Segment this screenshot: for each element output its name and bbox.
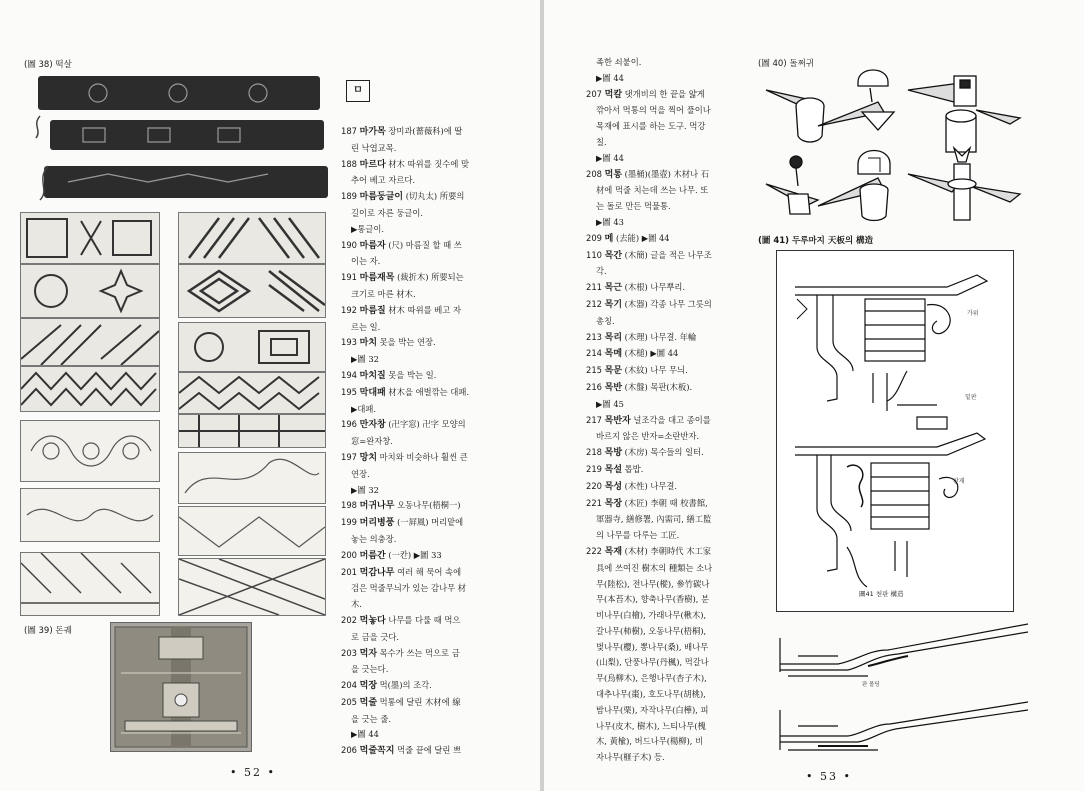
entry-headword: 머리병풍 — [359, 518, 395, 529]
entry-number: 214 — [586, 348, 602, 359]
glossary-entry — [586, 346, 748, 363]
entry-headword: 목메 — [604, 349, 623, 360]
glossary-entry — [341, 695, 499, 743]
glossary-entry — [586, 462, 748, 479]
entry-text: 을 긋는 줄. — [351, 713, 391, 724]
glossary-entry — [586, 330, 748, 347]
entry-number: 191 — [341, 272, 357, 283]
entry-text: 나무를 다룰 때 먹으 — [388, 614, 461, 625]
entry-text: 오동나무(梧桐一) — [397, 500, 461, 511]
pattern-panel — [20, 488, 160, 542]
entry-number: 218 — [586, 447, 602, 458]
entry-number: 197 — [341, 451, 357, 462]
entry-text: 이는 자. — [351, 256, 381, 267]
entry-headword: 메 — [604, 233, 614, 244]
entry-text: 깎아서 먹통의 먹을 찍어 풀이나 — [596, 105, 711, 116]
entry-text: (木房) 목수들의 일터. — [624, 447, 704, 458]
page-number-left: • 52 • — [230, 766, 276, 779]
entry-text: (裁折木) 所要되는 — [397, 272, 464, 283]
entry-headword: 마르다 — [359, 159, 386, 170]
entry-number: 217 — [586, 414, 602, 425]
pattern-panel — [20, 552, 160, 616]
entry-text: 크기로 마른 材木. — [351, 288, 416, 299]
entry-headword: 목문 — [604, 366, 623, 377]
entry-headword: 목반자 — [604, 415, 631, 426]
entry-headword: 목장 — [604, 498, 623, 509]
entry-text: 여러 해 묵어 속에 — [397, 566, 462, 577]
pattern-panel — [178, 372, 326, 414]
glossary-entry — [341, 368, 499, 385]
entry-headword: 마름재목 — [359, 273, 395, 284]
entry-headword: 먹장 — [359, 681, 378, 692]
entry-text: 의 나무를 다루는 工匠. — [596, 530, 680, 541]
entry-number: 196 — [341, 419, 357, 430]
entry-text: 벚나무(櫻), 뽕나무(桑), 배나무 — [596, 641, 709, 652]
entry-text: 못을 박는 일. — [388, 369, 437, 380]
svg-text:밑판: 밑판 — [965, 394, 977, 401]
entry-text: 린 낙엽교목. — [351, 142, 397, 153]
pattern-panel — [178, 264, 326, 318]
entry-text: 材에 먹줄 치는데 쓰는 나무. 또 — [596, 185, 709, 196]
fig41-label: 圖41 천판 構造 — [859, 590, 904, 598]
entry-text: 木, 黃楡), 버드나무(楊柳), 비 — [596, 736, 704, 747]
pattern-panel — [178, 322, 326, 372]
entry-number: 213 — [586, 331, 602, 342]
entry-number: 200 — [341, 549, 357, 560]
pattern-panel — [178, 414, 326, 448]
glossary-entry — [341, 548, 499, 565]
glossary-entry — [586, 445, 748, 462]
fig41-caption: (圖 41) 두루마지 天板의 構造 — [758, 236, 873, 246]
moulding-drawing-1 — [778, 620, 1028, 690]
entry-number: 208 — [586, 168, 602, 179]
entry-number: 206 — [341, 745, 357, 756]
entry-text: ▶圖 45 — [596, 398, 624, 409]
entry-text: ▶圖 32 — [351, 354, 379, 365]
entry-number: 204 — [341, 680, 357, 691]
glossary-entry — [586, 231, 748, 248]
entry-number: 216 — [586, 381, 602, 392]
entry-text: (木紋) 나무 무늬. — [624, 365, 688, 376]
entry-headword: 먹칼 — [604, 89, 623, 100]
pattern-panel — [20, 264, 160, 318]
entry-headword: 머름간 — [359, 550, 386, 561]
entry-text: (切丸太) 所要의 — [405, 191, 465, 202]
entry-headword: 먹줄 — [359, 697, 378, 708]
entry-text: (木器) 각종 나무 그릇의 — [624, 298, 712, 309]
entry-headword: 마름둥글이 — [359, 192, 404, 203]
entry-text: 대추나무(棗), 호도나무(胡桃), — [596, 689, 706, 700]
fig39-caption: (圖 39) 돈궤 — [24, 626, 72, 636]
entry-text: (木槌) ▶圖 44 — [624, 348, 679, 359]
page-number-right: • 53 • — [806, 770, 852, 783]
moulding-drawing-2 — [778, 700, 1028, 770]
entry-number: 190 — [341, 239, 357, 250]
entry-text: 톱밥. — [624, 463, 644, 474]
entry-text: 각. — [596, 266, 607, 277]
entry-number: 220 — [586, 480, 602, 491]
left-page — [0, 0, 540, 791]
entry-headword: 목재 — [604, 546, 623, 557]
glossary-entry — [341, 565, 499, 613]
entry-text: (木匠) 李朝 때 校書館, — [624, 497, 708, 508]
entry-text: 비나무(白檜), 가래나무(楸木), — [596, 610, 707, 621]
glossary-entry — [586, 413, 748, 446]
entry-text: 못을 박는 연장. — [379, 337, 436, 348]
entry-number: 207 — [586, 88, 602, 99]
entry-headword: 막대패 — [359, 387, 386, 398]
pattern-panel — [20, 366, 160, 412]
glossary-entry — [586, 363, 748, 380]
glossary-entry — [341, 498, 499, 515]
entry-headword: 먹감나무 — [359, 567, 395, 578]
entry-continuation: ▶圖 44 — [596, 72, 624, 83]
entry-headword: 만자창 — [359, 420, 386, 431]
entry-text: ▶圖 44 — [351, 729, 379, 740]
entry-text: 무(本苔木), 향축나무(香樹), 분 — [596, 594, 710, 605]
entry-text: 무(烏柳木), 은행나무(杏子木), — [596, 673, 707, 684]
entry-text: 자나무(榧子木) 등. — [596, 752, 665, 763]
entry-number: 205 — [341, 696, 357, 707]
entry-text: 木. — [351, 599, 362, 610]
glossary-entry — [341, 303, 499, 336]
entry-number: 199 — [341, 517, 357, 528]
entry-number: 188 — [341, 158, 357, 169]
entry-headword: 목설 — [604, 464, 623, 475]
glossary-entry — [341, 157, 499, 190]
entry-text: 나무(皮木, 樹木), 느티나무(槐 — [596, 720, 706, 731]
entry-number: 187 — [341, 126, 357, 136]
entry-text: 具에 쓰여진 樹木의 種類는 소나 — [596, 562, 713, 573]
glossary-entry — [586, 380, 748, 413]
fig38-image — [28, 70, 328, 205]
entry-text: 길이로 자른 둥글이. — [351, 207, 424, 218]
glossary-entry — [341, 613, 499, 646]
entry-number: 194 — [341, 369, 357, 380]
entry-headword: 목근 — [604, 283, 623, 294]
entry-text: 검은 먹줄무늬가 있는 감나무 材 — [351, 583, 467, 594]
fig39-image — [110, 622, 252, 752]
entry-text: ▶圖 43 — [596, 216, 624, 227]
entry-number: 215 — [586, 365, 602, 376]
entry-number: 198 — [341, 500, 357, 511]
entry-number: 110 — [586, 249, 602, 260]
entry-number: 219 — [586, 463, 602, 474]
glossary-entry — [341, 238, 499, 271]
entry-text: 댓개비의 한 끝을 얇게 — [624, 88, 705, 99]
entry-text: 로 금을 긋다. — [351, 631, 399, 642]
entry-number: 201 — [341, 566, 357, 577]
entry-text: (山梨), 단풍나무(丹楓), 먹갈나 — [596, 657, 709, 668]
svg-text:가위: 가위 — [967, 310, 979, 317]
entry-text: 바르지 않은 반자=소란반자. — [596, 431, 700, 442]
glossary-entry — [586, 297, 748, 330]
entry-headword: 목리 — [604, 332, 623, 343]
right-page — [544, 0, 1084, 791]
pattern-panel — [178, 452, 326, 504]
entry-text: 놓는 의충장. — [351, 533, 397, 544]
entry-headword: 마름질 — [359, 305, 386, 316]
entry-text: 칠. — [596, 136, 607, 147]
entry-text: 목수가 쓰는 먹으로 금 — [379, 647, 460, 658]
entry-headword: 마치 — [359, 338, 378, 349]
entry-text: 르는 일. — [351, 321, 381, 332]
section-letter: ㅁ — [346, 80, 370, 102]
entry-headword: 먹줄꼭지 — [359, 746, 395, 757]
glossary-entry — [341, 743, 499, 760]
glossary-entry — [341, 270, 499, 303]
entry-text: 軍器寺, 繕修署, 內需司, 繕工監 — [596, 514, 712, 525]
entry-text: (去能) ▶圖 44 — [615, 232, 670, 243]
entry-number: 212 — [586, 298, 602, 309]
entry-headword: 마가목 — [359, 127, 386, 137]
glossary-entry — [341, 678, 499, 695]
entry-text: 먹(墨)의 조각. — [379, 680, 432, 691]
entry-text: (一칸) ▶圖 33 — [388, 549, 442, 560]
glossary-entry — [586, 87, 748, 167]
entry-text: (墨桶)(墨壺) 木材나 石 — [624, 168, 709, 179]
entry-text: 연장. — [351, 468, 370, 479]
glossary-entry — [341, 385, 499, 418]
glossary-entry — [341, 450, 499, 498]
fig40-image — [758, 66, 1048, 230]
glossary-entry — [586, 496, 748, 544]
glossary-entry — [586, 280, 748, 297]
entry-headword: 먹놓다 — [359, 615, 386, 626]
entry-headword: 마치질 — [359, 370, 386, 381]
glossary-entry — [341, 189, 499, 237]
pattern-panel — [20, 318, 160, 366]
pattern-panel — [20, 420, 160, 482]
entry-text: 을 긋는다. — [351, 664, 389, 675]
glossary-entry — [341, 124, 499, 157]
entry-text: 材木을 애벌깎는 대패. — [388, 386, 469, 397]
entry-number: 189 — [341, 191, 357, 202]
pattern-panel — [178, 506, 326, 556]
entry-number: 203 — [341, 647, 357, 658]
entry-continuation: 족한 쇠붙이. — [596, 57, 642, 67]
entry-text: ▶대패. — [351, 403, 377, 414]
entry-text: (卍字窓) 卍字 모양의 — [388, 419, 466, 430]
glossary-entry — [341, 417, 499, 450]
entry-headword: 목성 — [604, 481, 623, 492]
entry-text: (木盤) 목판(木板). — [624, 381, 693, 392]
glossary-column-left — [341, 124, 499, 760]
entry-text: (木理) 나무결. 年輪 — [624, 331, 697, 342]
svg-text:판재: 판재 — [953, 478, 965, 485]
glossary-entry — [586, 248, 748, 281]
entry-text: 밤나무(栗), 자작나무(白樺), 피 — [596, 704, 709, 715]
glossary-entry — [341, 335, 499, 368]
entry-text: (一屛風) 머리맡에 — [397, 517, 464, 528]
entry-number: 221 — [586, 497, 602, 508]
entry-text: 널조각을 대고 종이를 — [633, 414, 711, 425]
entry-headword: 마름자 — [359, 240, 386, 251]
entry-text: (尺) 마름질 할 때 쓰 — [388, 239, 462, 250]
entry-headword: 먹자 — [359, 648, 378, 659]
entry-text: (木材) 李朝時代 木工家 — [624, 545, 712, 556]
entry-text: 먹줄 끝에 달린 쁘 — [397, 745, 462, 756]
entry-number: 209 — [586, 232, 602, 243]
entry-text: ▶통글이. — [351, 223, 385, 234]
glossary-entry — [341, 515, 499, 548]
entry-headword: 먹통 — [604, 169, 623, 180]
entry-headword: 목방 — [604, 448, 623, 459]
glossary-column-right — [586, 55, 748, 766]
entry-text: (木根) 나무뿌리. — [624, 282, 686, 293]
glossary-entry — [586, 167, 748, 231]
entry-text: (木性) 나무결. — [624, 480, 678, 491]
pattern-panel — [178, 212, 326, 264]
entry-text: 장미과(薔薇科)에 딸 — [388, 126, 463, 136]
entry-text: 목재에 표시를 하는 도구. 먹강 — [596, 121, 706, 132]
entry-headword: 목간 — [604, 250, 623, 261]
entry-text: 먹통에 달린 木材에 線 — [379, 696, 461, 707]
pattern-panel — [20, 212, 160, 264]
entry-text: 총칭. — [596, 315, 615, 326]
entry-text: 추어 베고 자르다. — [351, 175, 416, 186]
glossary-entry — [586, 479, 748, 496]
entry-headword: 망치 — [359, 452, 378, 463]
fig38-caption: (圖 38) 떡살 — [24, 60, 72, 70]
fig40-caption: (圖 40) 돌쩌귀 — [758, 59, 814, 69]
entry-text: 는 돌로 만든 먹물통. — [596, 201, 671, 212]
glossary-entry — [586, 544, 748, 766]
entry-text: ▶圖 32 — [351, 484, 379, 495]
entry-text: (木簡) 글을 적은 나무조 — [624, 249, 712, 260]
pattern-panel — [178, 558, 326, 616]
entry-number: 192 — [341, 304, 357, 315]
entry-text: 무(陸松), 전나무(樅), 參竹碳나 — [596, 578, 710, 589]
entry-text: 窓=완자창. — [351, 436, 393, 447]
glossary-entry — [341, 646, 499, 679]
entry-headword: 목기 — [604, 299, 623, 310]
entry-number: 222 — [586, 545, 602, 556]
svg-text:판 몰딩: 판 몰딩 — [862, 682, 880, 688]
entry-text: 마치와 비슷하나 훨씬 큰 — [379, 451, 468, 462]
entry-number: 211 — [586, 282, 602, 293]
entry-headword: 머귀나무 — [359, 501, 395, 512]
entry-text: 材木 따위를 베고 자 — [388, 304, 461, 315]
entry-number: 195 — [341, 386, 357, 397]
entry-text: 材木 따위를 짓수에 맞 — [388, 158, 469, 169]
entry-headword: 목반 — [604, 382, 623, 393]
entry-text: ▶圖 44 — [596, 152, 624, 163]
fig41-image — [776, 250, 1014, 612]
entry-number: 202 — [341, 614, 357, 625]
entry-text: 갈나무(柿樹), 오동나무(梧桐), — [596, 625, 707, 636]
entry-number: 193 — [341, 337, 357, 348]
